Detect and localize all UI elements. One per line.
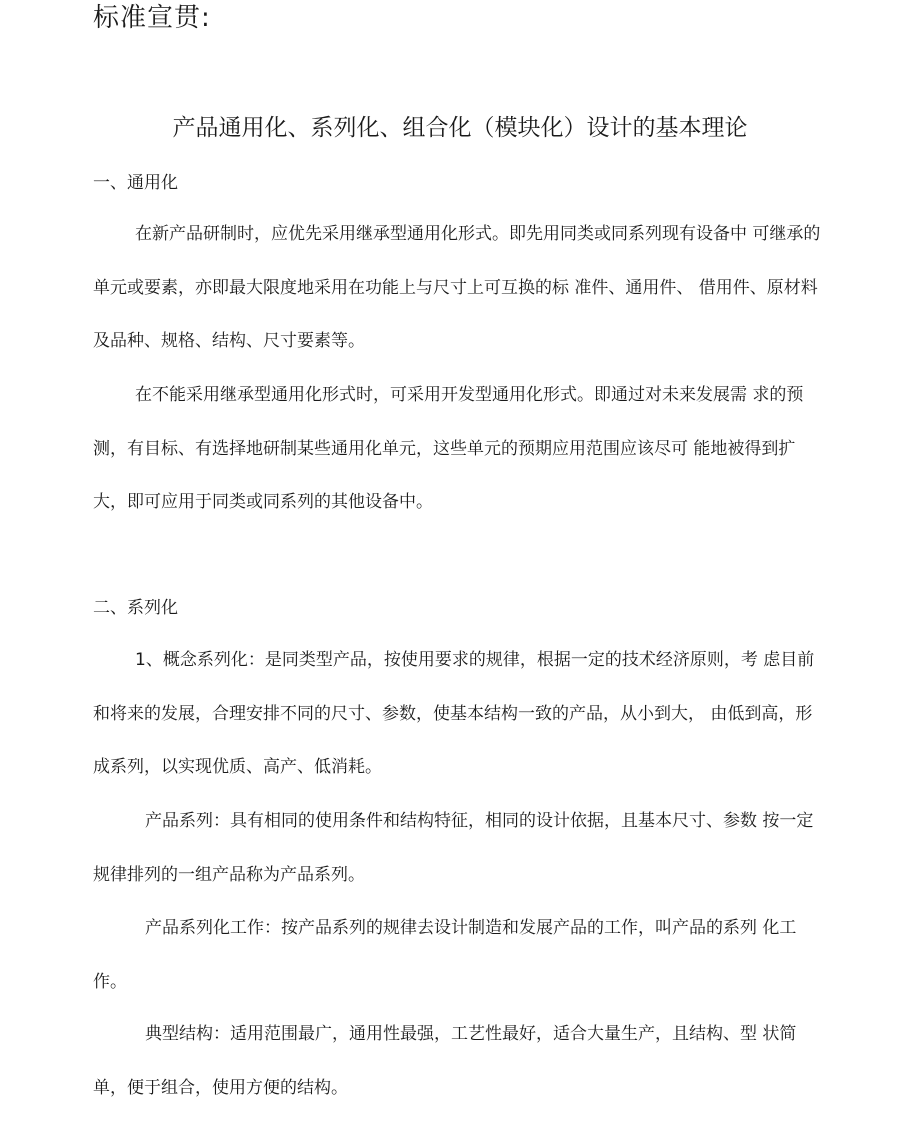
document-title: 产品通用化、系列化、组合化（模块化）设计的基本理论 <box>172 115 748 141</box>
paragraph: 在不能采用继承型通用化形式时，可采用开发型通用化形式。即通过对未来发展需 求的预测，有目标、有选择地研制某些通用化单元，这些单元的预期应用范围应该尽可 能地被得到扩大，即可应用于同类或同系列的其他设备中。 <box>93 385 804 512</box>
paragraph: 在新产品研制时，应优先采用继承型通用化形式。即先用同类或同系列现有设备中 可继承的单元或要素，亦即最大限度地采用在功能上与尺寸上可互换的标 准件、通用件、 借用件、原材料及品种、规格、结构、尺寸要素等。 <box>93 224 821 351</box>
paragraph: 产品系列：具有相同的使用条件和结构特征，相同的设计依据，且基本尺寸、参数 按一定规律排列的一组产品称为产品系列。 <box>93 811 814 885</box>
paragraph: 典型结构：适用范围最广，通用性最强，工艺性最好，适合大量生产，且结构、型 状简单，便于组合，使用方便的结构。 <box>93 1024 797 1098</box>
paragraph: 1、概念系列化：是同类型产品，按使用要求的规律，根据一定的技术经济原则，考 虑目前和将来的发展，合理安排不同的尺寸、参数，使基本结构一致的产品，从小到大， 由低到高，形成系列，以实现优质、高产、低消耗。 <box>93 650 815 777</box>
section-heading-generalization: 一、通用化 <box>93 173 178 193</box>
paragraph: 产品系列化工作：按产品系列的规律去设计制造和发展产品的工作，叫产品的系列 化工作。 <box>93 918 797 992</box>
header-title: 标准宣贯: <box>93 3 211 33</box>
section-heading-serialization: 二、系列化 <box>93 598 178 618</box>
